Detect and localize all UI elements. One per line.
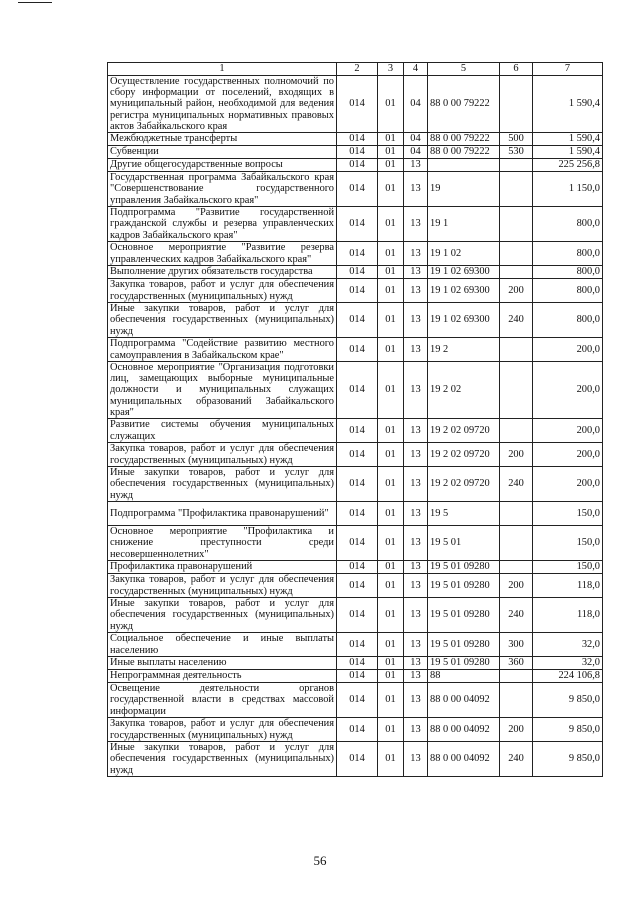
row-expense-type	[500, 683, 533, 718]
row-expense-type: 240	[500, 598, 533, 633]
row-target-article: 88 0 00 04092	[428, 683, 500, 718]
row-name: Основное мероприятие "Профилактика и снижение преступности среди несовершеннолетних"	[108, 526, 337, 561]
row-section-code: 01	[378, 146, 404, 159]
table-row	[108, 633, 603, 657]
row-target-article: 19 5 01 09280	[428, 633, 500, 657]
row-section-code: 01	[378, 303, 404, 338]
row-section-code: 01	[378, 172, 404, 207]
row-target-article: 19 5 01 09280	[428, 598, 500, 633]
top-rule	[18, 2, 52, 3]
row-ministry-code: 014	[337, 718, 378, 742]
row-expense-type	[500, 419, 533, 443]
row-expense-type: 500	[500, 133, 533, 146]
table-row	[108, 159, 603, 172]
row-target-article: 19 2 02 09720	[428, 443, 500, 467]
row-ministry-code: 014	[337, 242, 378, 266]
row-name: Непрограммная деятельность	[108, 670, 337, 683]
table-row	[108, 598, 603, 633]
row-subsection-code: 13	[404, 598, 428, 633]
row-amount: 150,0	[533, 526, 603, 561]
row-name: Основное мероприятие "Организация подготовки лиц, замещающих выборные муниципальные должности и муниципальных служащих муниципальных образований Забайкальского края"	[108, 362, 337, 419]
table-row	[108, 467, 603, 502]
table-row	[108, 242, 603, 266]
row-subsection-code: 13	[404, 561, 428, 574]
row-ministry-code: 014	[337, 76, 378, 133]
row-ministry-code: 014	[337, 133, 378, 146]
table-row	[108, 526, 603, 561]
table-row	[108, 146, 603, 159]
row-expense-type	[500, 242, 533, 266]
row-expense-type: 240	[500, 303, 533, 338]
table-row	[108, 279, 603, 303]
row-amount: 1 150,0	[533, 172, 603, 207]
table-row	[108, 670, 603, 683]
table-row	[108, 657, 603, 670]
row-subsection-code: 13	[404, 657, 428, 670]
row-expense-type: 240	[500, 467, 533, 502]
row-ministry-code: 014	[337, 526, 378, 561]
row-amount: 118,0	[533, 598, 603, 633]
row-target-article: 88 0 00 79222	[428, 146, 500, 159]
row-subsection-code: 13	[404, 467, 428, 502]
row-ministry-code: 014	[337, 362, 378, 419]
header-col-7: 7	[533, 63, 603, 76]
row-amount: 225 256,8	[533, 159, 603, 172]
row-name: Освещение деятельности органов государственной власти в средствах массовой информации	[108, 683, 337, 718]
row-ministry-code: 014	[337, 574, 378, 598]
row-section-code: 01	[378, 657, 404, 670]
row-section-code: 01	[378, 742, 404, 777]
row-amount: 32,0	[533, 633, 603, 657]
row-expense-type	[500, 561, 533, 574]
table-row	[108, 683, 603, 718]
row-subsection-code: 13	[404, 526, 428, 561]
row-amount: 200,0	[533, 362, 603, 419]
row-subsection-code: 13	[404, 279, 428, 303]
row-expense-type: 530	[500, 146, 533, 159]
row-target-article: 19 2 02 09720	[428, 467, 500, 502]
table-row	[108, 338, 603, 362]
row-section-code: 01	[378, 502, 404, 526]
row-subsection-code: 13	[404, 574, 428, 598]
row-target-article: 88 0 00 79222	[428, 133, 500, 146]
row-target-article: 19 2 02	[428, 362, 500, 419]
row-target-article: 19 5 01 09280	[428, 574, 500, 598]
table-row	[108, 742, 603, 777]
row-target-article: 88 0 00 04092	[428, 742, 500, 777]
row-expense-type	[500, 76, 533, 133]
row-section-code: 01	[378, 718, 404, 742]
table-row	[108, 718, 603, 742]
row-section-code: 01	[378, 338, 404, 362]
row-subsection-code: 04	[404, 76, 428, 133]
row-subsection-code: 13	[404, 633, 428, 657]
row-target-article: 19 1 02 69300	[428, 266, 500, 279]
row-ministry-code: 014	[337, 502, 378, 526]
row-section-code: 01	[378, 598, 404, 633]
row-amount: 200,0	[533, 443, 603, 467]
row-name: Развитие системы обучения муниципальных служащих	[108, 419, 337, 443]
row-section-code: 01	[378, 159, 404, 172]
row-section-code: 01	[378, 574, 404, 598]
row-target-article: 19 1 02 69300	[428, 279, 500, 303]
row-amount: 9 850,0	[533, 683, 603, 718]
table-row	[108, 172, 603, 207]
row-section-code: 01	[378, 561, 404, 574]
row-ministry-code: 014	[337, 279, 378, 303]
row-expense-type	[500, 266, 533, 279]
row-section-code: 01	[378, 362, 404, 419]
row-subsection-code: 13	[404, 207, 428, 242]
row-amount: 800,0	[533, 242, 603, 266]
row-amount: 800,0	[533, 279, 603, 303]
row-expense-type: 360	[500, 657, 533, 670]
row-amount: 200,0	[533, 467, 603, 502]
row-expense-type	[500, 172, 533, 207]
row-subsection-code: 13	[404, 443, 428, 467]
row-section-code: 01	[378, 76, 404, 133]
row-section-code: 01	[378, 242, 404, 266]
header-col-3: 3	[378, 63, 404, 76]
header-col-4: 4	[404, 63, 428, 76]
row-amount: 150,0	[533, 561, 603, 574]
table-row	[108, 502, 603, 526]
row-name: Профилактика правонарушений	[108, 561, 337, 574]
header-col-1: 1	[108, 63, 337, 76]
table-header-row	[108, 63, 603, 76]
row-name: Подпрограмма "Профилактика правонарушений"	[108, 502, 337, 526]
row-target-article: 19 5 01 09280	[428, 561, 500, 574]
row-expense-type: 300	[500, 633, 533, 657]
row-section-code: 01	[378, 207, 404, 242]
row-ministry-code: 014	[337, 338, 378, 362]
row-amount: 150,0	[533, 502, 603, 526]
row-target-article: 19 2	[428, 338, 500, 362]
row-name: Закупка товаров, работ и услуг для обеспечения государственных (муниципальных) нужд	[108, 574, 337, 598]
row-target-article: 19 5	[428, 502, 500, 526]
row-subsection-code: 13	[404, 159, 428, 172]
row-name: Иные закупки товаров, работ и услуг для обеспечения государственных (муниципальных) нужд	[108, 303, 337, 338]
row-expense-type: 200	[500, 718, 533, 742]
table-row	[108, 561, 603, 574]
row-subsection-code: 13	[404, 502, 428, 526]
row-subsection-code: 13	[404, 742, 428, 777]
row-ministry-code: 014	[337, 657, 378, 670]
row-name: Основное мероприятие "Развитие резерва управленческих кадров Забайкальского края"	[108, 242, 337, 266]
row-expense-type	[500, 159, 533, 172]
row-ministry-code: 014	[337, 633, 378, 657]
row-name: Иные закупки товаров, работ и услуг для обеспечения государственных (муниципальных) нужд	[108, 467, 337, 502]
row-ministry-code: 014	[337, 146, 378, 159]
table-row	[108, 419, 603, 443]
row-name: Иные выплаты населению	[108, 657, 337, 670]
row-name: Иные закупки товаров, работ и услуг для обеспечения государственных (муниципальных) нужд	[108, 742, 337, 777]
row-amount: 1 590,4	[533, 146, 603, 159]
row-section-code: 01	[378, 279, 404, 303]
row-name: Межбюджетные трансферты	[108, 133, 337, 146]
row-expense-type	[500, 338, 533, 362]
row-amount: 800,0	[533, 207, 603, 242]
header-col-2: 2	[337, 63, 378, 76]
row-name: Подпрограмма "Содействие развитию местного самоуправления в Забайкальском крае"	[108, 338, 337, 362]
row-subsection-code: 13	[404, 338, 428, 362]
row-ministry-code: 014	[337, 207, 378, 242]
row-ministry-code: 014	[337, 598, 378, 633]
row-name: Субвенции	[108, 146, 337, 159]
row-expense-type: 240	[500, 742, 533, 777]
row-target-article: 19 1	[428, 207, 500, 242]
row-amount: 800,0	[533, 303, 603, 338]
row-ministry-code: 014	[337, 561, 378, 574]
row-target-article: 19 1 02 69300	[428, 303, 500, 338]
row-ministry-code: 014	[337, 303, 378, 338]
row-section-code: 01	[378, 133, 404, 146]
row-target-article: 19	[428, 172, 500, 207]
row-section-code: 01	[378, 443, 404, 467]
row-amount: 9 850,0	[533, 718, 603, 742]
row-section-code: 01	[378, 266, 404, 279]
row-ministry-code: 014	[337, 266, 378, 279]
row-expense-type	[500, 502, 533, 526]
row-target-article: 88 0 00 04092	[428, 718, 500, 742]
row-section-code: 01	[378, 670, 404, 683]
row-section-code: 01	[378, 526, 404, 561]
row-amount: 1 590,4	[533, 76, 603, 133]
row-expense-type: 200	[500, 279, 533, 303]
row-subsection-code: 13	[404, 419, 428, 443]
table-row	[108, 133, 603, 146]
row-amount: 800,0	[533, 266, 603, 279]
row-ministry-code: 014	[337, 159, 378, 172]
table-row	[108, 362, 603, 419]
row-expense-type	[500, 670, 533, 683]
row-name: Закупка товаров, работ и услуг для обеспечения государственных (муниципальных) нужд	[108, 279, 337, 303]
row-target-article: 88	[428, 670, 500, 683]
row-ministry-code: 014	[337, 467, 378, 502]
table-row	[108, 207, 603, 242]
row-amount: 32,0	[533, 657, 603, 670]
row-name: Другие общегосударственные вопросы	[108, 159, 337, 172]
row-ministry-code: 014	[337, 683, 378, 718]
row-target-article: 19 1 02	[428, 242, 500, 266]
row-expense-type	[500, 362, 533, 419]
table-row	[108, 443, 603, 467]
header-col-5: 5	[428, 63, 500, 76]
page-number: 56	[313, 853, 327, 868]
row-ministry-code: 014	[337, 443, 378, 467]
row-subsection-code: 13	[404, 172, 428, 207]
row-section-code: 01	[378, 683, 404, 718]
table-row	[108, 574, 603, 598]
row-amount: 200,0	[533, 338, 603, 362]
row-target-article: 19 5 01 09280	[428, 657, 500, 670]
row-subsection-code: 13	[404, 303, 428, 338]
row-target-article: 88 0 00 79222	[428, 76, 500, 133]
row-name: Выполнение других обязательств государства	[108, 266, 337, 279]
row-subsection-code: 13	[404, 242, 428, 266]
row-name: Закупка товаров, работ и услуг для обеспечения государственных (муниципальных) нужд	[108, 718, 337, 742]
table-row	[108, 266, 603, 279]
row-name: Осуществление государственных полномочий по сбору информации от поселений, входящих в муниципальный район, необходимой для ведения регистра муниципальных нормативных правовых актов Забайкальского края	[108, 76, 337, 133]
table-row	[108, 76, 603, 133]
row-subsection-code: 13	[404, 362, 428, 419]
row-ministry-code: 014	[337, 172, 378, 207]
table-row	[108, 303, 603, 338]
budget-table	[107, 62, 603, 777]
row-target-article: 19 5 01	[428, 526, 500, 561]
row-section-code: 01	[378, 633, 404, 657]
row-name: Подпрограмма "Развитие государственной гражданской службы и резерва управленческих кадров Забайкальского края"	[108, 207, 337, 242]
row-name: Социальное обеспечение и иные выплаты населению	[108, 633, 337, 657]
row-expense-type	[500, 207, 533, 242]
row-target-article: 19 2 02 09720	[428, 419, 500, 443]
row-amount: 9 850,0	[533, 742, 603, 777]
row-ministry-code: 014	[337, 670, 378, 683]
row-target-article	[428, 159, 500, 172]
row-amount: 224 106,8	[533, 670, 603, 683]
row-section-code: 01	[378, 419, 404, 443]
table-body	[108, 76, 603, 777]
row-name: Государственная программа Забайкальского края "Совершенствование государственного управления Забайкальского края"	[108, 172, 337, 207]
row-subsection-code: 13	[404, 266, 428, 279]
header-col-6: 6	[500, 63, 533, 76]
row-name: Закупка товаров, работ и услуг для обеспечения государственных (муниципальных) нужд	[108, 443, 337, 467]
row-section-code: 01	[378, 467, 404, 502]
row-ministry-code: 014	[337, 742, 378, 777]
row-name: Иные закупки товаров, работ и услуг для обеспечения государственных (муниципальных) нужд	[108, 598, 337, 633]
row-subsection-code: 04	[404, 146, 428, 159]
row-subsection-code: 13	[404, 683, 428, 718]
row-expense-type	[500, 526, 533, 561]
row-amount: 1 590,4	[533, 133, 603, 146]
row-subsection-code: 13	[404, 670, 428, 683]
row-expense-type: 200	[500, 443, 533, 467]
row-subsection-code: 04	[404, 133, 428, 146]
row-subsection-code: 13	[404, 718, 428, 742]
row-amount: 118,0	[533, 574, 603, 598]
row-expense-type: 200	[500, 574, 533, 598]
row-ministry-code: 014	[337, 419, 378, 443]
row-amount: 200,0	[533, 419, 603, 443]
